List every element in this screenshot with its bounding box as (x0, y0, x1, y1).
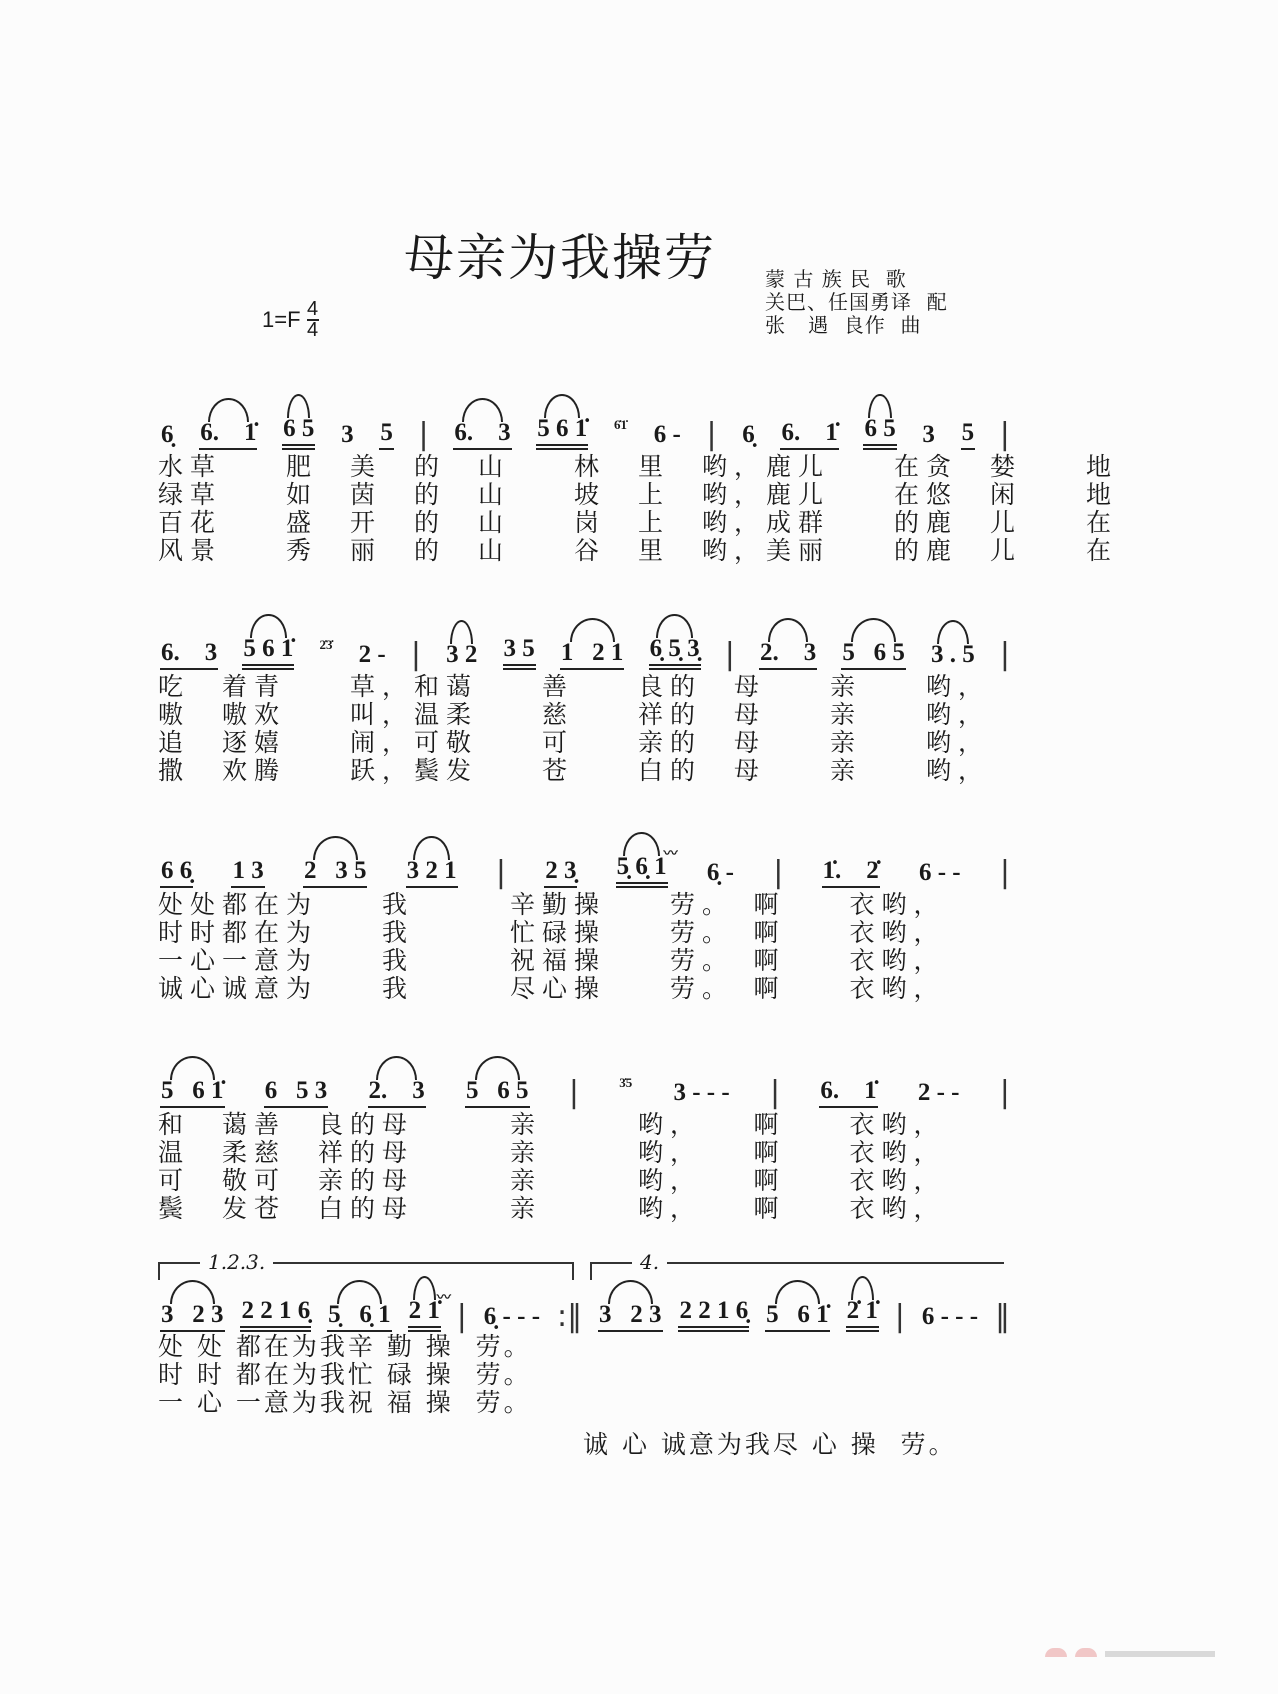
notes-row-3 (160, 848, 1010, 888)
note-group: 5 (961, 420, 976, 450)
note-group: 6. 1̇ (780, 420, 838, 450)
note-group: 6̣ (742, 421, 755, 448)
note-group: 2. 3 (368, 1078, 426, 1108)
note-group: 5 6 1̇ (160, 1078, 225, 1108)
note-group: 6 5 3 (264, 1078, 329, 1108)
lyric-line-verse-4: 诚心诚意为 我 尽心操 劳。 啊 衣哟， (158, 974, 946, 1003)
lyric-line-verse-1: 处 处 都在为我辛 勤 操 劳。 (158, 1332, 532, 1361)
note-group: 6 5 (863, 416, 896, 450)
lyric-line-verse-2: 时 时 都在为我忙 碌 操 劳。 (158, 1360, 532, 1389)
lyric-line-verse-2: 嗷 嗷欢 叫，温柔 慈 祥的 母 亲 哟， (158, 700, 991, 729)
note-group: 1̇. 2̇ (822, 858, 880, 888)
credit-arranger: 关巴、任国勇译 配 (765, 290, 948, 314)
lyric-line-verse-3: 一 心 一意为我祝 福 操 劳。 (158, 1388, 532, 1417)
time-signature (307, 300, 319, 340)
note-group: 3 (341, 421, 354, 448)
barline: | (999, 637, 1010, 672)
note-group: 1 2 1 (560, 640, 625, 670)
barline: | (410, 637, 421, 672)
lyrics-row-1 (158, 453, 1118, 565)
trill-icon: 〰 (663, 847, 678, 862)
note-group: 5 6 1̇ (765, 1302, 830, 1332)
lyrics-row-5 (158, 1333, 532, 1417)
note-group: 5 6 1̇ (242, 636, 294, 670)
note-group: 3 (922, 421, 935, 448)
note-group: 1 3 (231, 858, 264, 888)
barline: | (769, 1075, 781, 1110)
barline: ‖ (994, 1299, 1010, 1334)
notes-row-4 (160, 1068, 1010, 1108)
note-group: 6 - (653, 421, 681, 448)
key-signature (262, 300, 319, 340)
grace-note: 2̇3̇ (319, 637, 333, 652)
lyric-line-verse-3: 可 敬可 亲的母 亲 哟， 啊 衣哟， (158, 1166, 946, 1195)
lyric-line-verse-3: 百花 盛 开 的 山 岗 上 哟，成群 的鹿 儿 在 (158, 508, 1119, 537)
credit-origin: 蒙 古 族 民 歌 (765, 267, 907, 291)
note-group: 6 6̣ (160, 858, 193, 888)
barline: :‖ (556, 1299, 583, 1334)
note-group: 6̣ - - - (483, 1303, 541, 1330)
lyric-line-verse-1: 处处都在为 我 辛勤操 劳。 啊 衣哟， (158, 890, 946, 919)
final-verse-lyric: 诚 心 诚意为我尽 心 操 劳。 (583, 1430, 957, 1459)
note-group: 5 6 5 (841, 640, 906, 670)
barline: | (999, 1075, 1010, 1110)
lyric-line-verse-4: 风景 秀 丽 的 山 谷 里 哟，美丽 的鹿 儿 在 (158, 536, 1119, 565)
note-group: 6̣ (161, 421, 174, 448)
credits (765, 268, 948, 337)
note-group: 5 6 1̇ (536, 416, 588, 450)
lyric-line-verse-2: 时时都在为 我 忙碌操 劳。 啊 衣哟， (158, 918, 946, 947)
time-bottom: 4 (306, 319, 319, 341)
note-group: 6 - - - (921, 1303, 979, 1330)
note-group: 2 - - (917, 1079, 960, 1106)
barline: | (418, 417, 429, 452)
lyric-line-verse-4: 撒 欢腾 跃，鬓发 苍 白的 母 亲 哟， (158, 756, 991, 785)
note-group: 6. 3 (453, 420, 511, 450)
note-group: 2 2 1 6̣ (678, 1298, 749, 1332)
credit-composer: 张 遇 良作 曲 (765, 313, 922, 337)
volta-label-1: 1.2.3. (200, 1250, 273, 1274)
note-group: 6. 1̇ (819, 1078, 877, 1108)
volta-label-2: 4. (632, 1250, 667, 1274)
lyric-line-verse-3: 追 逐嬉 闹，可敬 可 亲的 母 亲 哟， (158, 728, 991, 757)
note-group: 3 2 (446, 641, 478, 668)
note-group: 2 2 1 6̣ (240, 1298, 311, 1332)
note-group: 2 3̣ (544, 858, 577, 888)
lyric-line-verse-2: 绿草 如 茵 的 山 坡 上 哟，鹿儿 在悠 闲 地 (158, 480, 1119, 509)
note-group: 2 - (358, 641, 386, 668)
grace-note: 3̇5 (619, 1075, 633, 1090)
note-group: 6 - - (918, 859, 961, 886)
note-group: 3 2 3 (160, 1302, 225, 1332)
barline: | (999, 417, 1010, 452)
barline: | (894, 1299, 905, 1334)
lyric-line-verse-2: 温 柔慈 祥的母 亲 哟， 啊 衣哟， (158, 1138, 946, 1167)
barline: | (724, 637, 735, 672)
note-group: 2̇ 1̇ (846, 1298, 879, 1332)
lyric-line-verse-1: 和 蔼善 良的母 亲 哟， 啊 衣哟， (158, 1110, 946, 1139)
volta-bracket-2 (590, 1250, 1004, 1280)
note-group: 3 5 (503, 636, 536, 670)
barline: | (706, 417, 717, 452)
barline: | (773, 855, 784, 890)
lyrics-row-3 (158, 891, 946, 1003)
note-group: 2 1̇ 〰 (408, 1298, 441, 1332)
note-group: 2 3 5 (303, 858, 368, 888)
note-group: 2. 3 (759, 640, 817, 670)
trill-icon: 〰 (436, 1291, 451, 1306)
note-group: 6̣ 5̣ 3̣ (649, 636, 701, 670)
note-group: 3 - - - (673, 1079, 730, 1106)
note-group: 5 (379, 420, 394, 450)
note-group: 5̣ 6̣ 1 〰 (616, 854, 668, 888)
notes-row-5 (160, 1292, 1010, 1332)
lyric-line-verse-3: 一心一意为 我 祝福操 劳。 啊 衣哟， (158, 946, 946, 975)
lyrics-row-4 (158, 1111, 946, 1223)
note-group: 6. 3 (160, 640, 218, 670)
lyric-line-verse-1: 水草 肥 美 的 山 林 里 哟，鹿儿 在贪 婪 地 (158, 452, 1119, 481)
key-label: 1=F (262, 307, 301, 332)
lyric-line-verse-1: 吃 着青 草，和蔼 善 良的 母 亲 哟， (158, 672, 991, 701)
note-group: 3 2 3 (598, 1302, 663, 1332)
volta-bracket-1 (158, 1250, 574, 1280)
note-group: 3 2 1 (406, 858, 458, 888)
note-group: 6 5 (282, 416, 315, 450)
note-group: 3 . 5 (930, 641, 975, 668)
notes-row-1 (160, 410, 1010, 450)
barline: | (456, 1299, 467, 1334)
barline: | (999, 855, 1010, 890)
barline: | (495, 855, 506, 890)
note-group: 6. 1̇ (199, 420, 257, 450)
note-group: 5̣ 6̣ 1 (327, 1302, 392, 1332)
notes-row-2 (160, 630, 1010, 670)
lyrics-row-2 (158, 673, 990, 785)
note-group: 5 6 5 (465, 1078, 530, 1108)
note-group: 6̣ - (706, 859, 734, 886)
lyric-line-verse-4: 鬓 发苍 白的母 亲 哟， 啊 衣哟， (158, 1194, 946, 1223)
time-top: 4 (306, 298, 319, 320)
grace-note: 6̇1̇ (613, 417, 627, 432)
song-title: 母亲为我操劳 (404, 229, 716, 287)
watermark-logo (1045, 1648, 1215, 1657)
barline: | (568, 1075, 579, 1110)
